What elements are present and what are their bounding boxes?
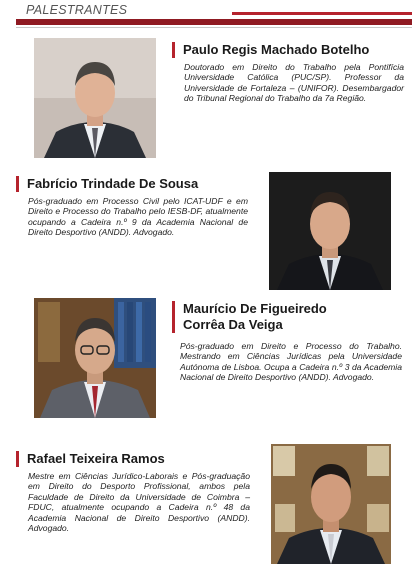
header-rule	[16, 19, 412, 25]
speaker-name-mauricio	[172, 301, 412, 333]
speaker-bio-rafael: Mestre em Ciências Jurídico-Laborais e Pós-graduação em Direito do Desporto Profissional, ambos pela Faculdade de Direito da Universidade de Coimbra – FDUC, atualmente ocupando a Cadeira n.º 48 da Academia Nacional de Direito Desportivo (ANDD). Advogado.	[28, 471, 250, 534]
speaker-name-mauricio-line2: Corrêa Da Veiga	[183, 317, 283, 332]
speaker-photo-mauricio	[34, 298, 156, 418]
speaker-photo-rafael	[271, 444, 391, 564]
speaker-photo-paulo	[34, 38, 156, 158]
speaker-name-rafael: Rafael Teixeira Ramos	[16, 451, 267, 467]
speaker-bio-mauricio: Pós-graduado em Direito e Processo do Trabalho. Mestrando em Ciências Jurídicas pela Universidade Autónoma de Lisboa. Ocupa a Cadeira n.º 3 da Academia Nacional de Direito Desportivo (ANDD). Advogado.	[180, 341, 402, 383]
speaker-photo-fabricio	[269, 172, 391, 290]
speaker-name-paulo: Paulo Regis Machado Botelho	[172, 42, 412, 58]
speaker-name-mauricio-line1: Maurício De Figueiredo	[183, 301, 327, 316]
header-rule-thin	[16, 27, 412, 28]
section-title: PALESTRANTES	[26, 3, 128, 17]
speaker-name-fabricio: Fabrício Trindade De Sousa	[16, 176, 267, 192]
speaker-bio-paulo: Doutorado em Direito do Trabalho pela Pontifícia Universidade Católica (PUC/SP). Professor da Universidade de Fortaleza – (UNIFOR). Desembargador do Tribunal Regional do Trabalho da 7a Região.	[184, 62, 404, 104]
speaker-bio-fabricio: Pós-graduado em Processo Civil pelo ICAT-UDF e em Direito e Processo do Trabalho pelo IESB-DF, atualmente ocupando a Cadeira n.º 9 da Academia Nacional de Direito Desportivo (ANDD). Advogado.	[28, 196, 248, 238]
header-rule-accent	[232, 12, 412, 15]
